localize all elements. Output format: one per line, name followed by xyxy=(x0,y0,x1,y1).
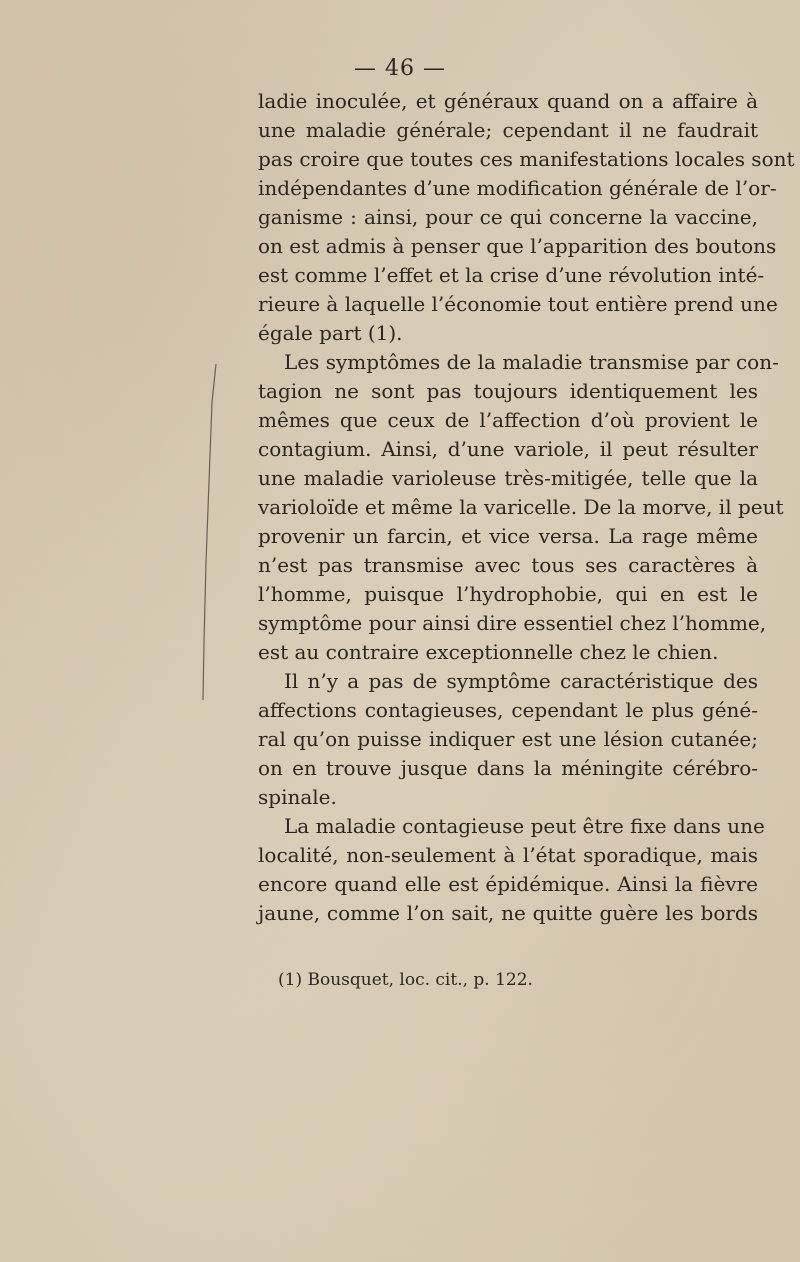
text-line: La maladie contagieuse peut être fixe dans une xyxy=(284,814,765,838)
paragraph xyxy=(258,812,765,928)
text-line: affections contagieuses, cependant le plus géné- xyxy=(258,698,758,722)
text-line: contagium. Ainsi, d’une variole, il peut résulter xyxy=(258,437,758,461)
text-line: est au contraire exceptionnelle chez le chien. xyxy=(258,640,719,664)
text-line: n’est pas transmise avec tous ses caractères à xyxy=(258,553,758,577)
text-line: égale part (1). xyxy=(258,321,403,345)
text-line: provenir un farcin, et vice versa. La rage même xyxy=(258,524,758,548)
margin-pencil-mark xyxy=(200,362,220,702)
text-line: Les symptômes de la maladie transmise par con- xyxy=(284,350,779,374)
body-text xyxy=(258,87,795,928)
text-line: pas croire que toutes ces manifestations locales sont xyxy=(258,147,795,171)
text-line: encore quand elle est épidémique. Ainsi la fièvre xyxy=(258,872,758,896)
text-line: on est admis à penser que l’apparition des boutons xyxy=(258,234,777,258)
text-line: ganisme : ainsi, pour ce qui concerne la vaccine, xyxy=(258,205,758,229)
text-line: une maladie générale; cependant il ne faudrait xyxy=(258,118,758,142)
text-line: jaune, comme l’on sait, ne quitte guère les bords xyxy=(258,901,758,925)
text-line: symptôme pour ainsi dire essentiel chez l’homme, xyxy=(258,611,767,635)
footnote: (1) Bousquet, loc. cit., p. 122. xyxy=(278,970,533,990)
text-line: rieure à laquelle l’économie tout entière prend une xyxy=(258,292,778,316)
paragraph xyxy=(258,348,784,667)
text-line: l’homme, puisque l’hydrophobie, qui en est le xyxy=(258,582,758,606)
text-line: mêmes que ceux de l’affection d’où provient le xyxy=(258,408,758,432)
text-line: localité, non-seulement à l’état sporadique, mais xyxy=(258,843,758,867)
text-line: une maladie varioleuse très-mitigée, telle que la xyxy=(258,466,758,490)
text-line: varioloïde et même la varicelle. De la morve, il peut xyxy=(258,495,784,519)
text-line: tagion ne sont pas toujours identiquement les xyxy=(258,379,758,403)
text-line: est comme l’effet et la crise d’une révolution inté- xyxy=(258,263,765,287)
paragraph xyxy=(258,667,758,812)
text-line: spinale. xyxy=(258,785,337,809)
paragraph xyxy=(258,87,795,348)
text-line: ladie inoculée, et généraux quand on a affaire à xyxy=(258,89,758,113)
text-line: ral qu’on puisse indiquer est une lésion cutanée; xyxy=(258,727,758,751)
text-line: indépendantes d’une modification générale de l’or- xyxy=(258,176,777,200)
page-number: — 46 — xyxy=(354,56,446,81)
text-line: on en trouve jusque dans la méningite cérébro- xyxy=(258,756,758,780)
text-line: Il n’y a pas de symptôme caractéristique des xyxy=(284,669,758,693)
